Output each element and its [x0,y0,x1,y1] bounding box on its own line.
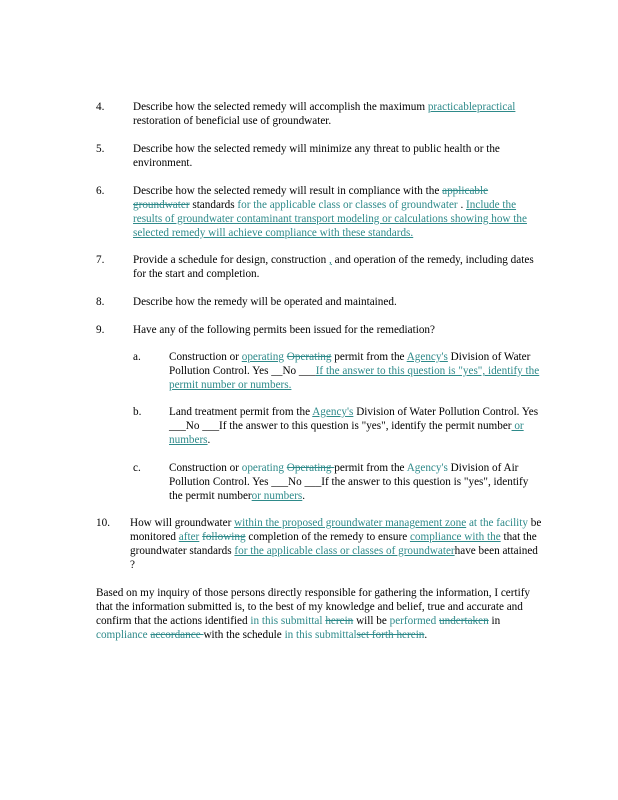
text-run: Based on my inquiry of those persons directly responsible for gathering the information, I certify that the information submitted is, to the best of my knowledge and belief, true and accurate and confirm that the actions identified [96,587,531,627]
text-run: Construction or [169,462,242,474]
deleted-text: following [202,530,246,543]
question-text [133,185,542,241]
question-10 [96,517,542,573]
changed-text: for the applicable class or classes of groundwater [237,198,458,211]
deleted-text: accordance [150,628,204,641]
text-run: Division of Air Pollution Control. Yes ___No ___If the answer to this question is "yes", identify the permit number [169,462,529,502]
text-run: . [424,628,428,641]
text-run: will be [353,614,390,627]
text-run: that the groundwater standards [130,530,537,557]
text-run: Have any of the following permits been issued for the remediation? [133,324,435,336]
question-5 [96,143,542,171]
text-run: . [457,198,467,211]
question-9c [133,462,542,504]
text-run: have been attained [454,544,538,557]
text-run: permit from the [331,351,407,363]
text-run: completion of the remedy to ensure [245,530,410,543]
text-run: Division of Water Pollution Control. Yes __No ___ [169,351,531,377]
text-run: . [302,489,306,502]
text-run: Describe how the remedy will be operated and maintained. [133,296,397,308]
sub-letter: a. [133,351,141,363]
question-text [133,254,542,282]
question-9a [133,351,542,393]
question-text [133,324,542,338]
sub-text [169,406,542,448]
question-number: 7. [96,254,105,266]
changed-text: at the facility [466,517,528,529]
inserted-text: or numbers [169,419,524,446]
question-text [133,143,542,171]
question-4 [96,101,542,129]
inserted-text: Include the results of groundwater contaminant transport modeling or calculations showing how the selected remedy will achieve compliance with these standards. [133,198,527,239]
text-run: Land treatment permit from the [169,406,313,418]
text-run: be monitored [130,517,542,543]
text-run: Provide a schedule for design, construction [133,254,330,266]
deleted-text: set forth herein [356,628,425,641]
changed-text: in this submittal [284,628,357,641]
inserted-text: for the applicable class or classes of groundwater [234,544,455,557]
text-run: . [207,433,211,446]
changed-text: operating [241,462,284,474]
changed-text: Agency's [406,462,448,474]
sub-text [169,351,542,393]
question-number: 6. [96,185,105,197]
question-number: 10. [96,517,110,529]
inserted-text: operating [241,351,284,363]
question-number: 4. [96,101,105,113]
deleted-text: herein [325,614,354,627]
text-run: restoration of beneficial use of groundwater. [133,114,332,127]
changed-text: performed [389,614,437,627]
deleted-text: Operating [286,351,332,363]
inserted-text: compliance with the [409,530,501,543]
inserted-text: practicablepractical [427,101,516,113]
text-run: and operation of the remedy, including dates for the start and completion. [133,254,534,280]
sub-letter: b. [133,406,142,418]
question-6 [96,185,542,241]
text-run: standards [189,198,238,211]
text-run: ? [130,558,135,571]
text-run: with the schedule [203,628,285,641]
deleted-text: applicable groundwater [133,185,489,211]
text-run: Describe how the selected remedy will minimize any threat to public health or the environment. [133,143,500,169]
question-text [133,101,542,129]
question-9b [133,406,542,448]
text-run: Describe how the selected remedy will result in compliance with the [133,185,443,197]
certification-statement [96,587,542,643]
question-8 [96,296,542,310]
text-run: permit from the [334,462,407,474]
deleted-text: undertaken [439,614,489,627]
inserted-text: Agency's [312,406,354,418]
question-number: 5. [96,143,105,155]
deleted-text: Operating [286,462,335,474]
text-run: Division of Water Pollution Control. Yes ___No ___If the answer to this question is "yes", identify the permit number [169,406,539,432]
sub-text [169,462,542,504]
question-number: 9. [96,324,105,336]
inserted-text: within the proposed groundwater management zone [234,517,467,529]
question-text [130,517,542,573]
text-run: Construction or [169,351,242,363]
text-run: Describe how the selected remedy will accomplish the maximum [133,101,428,113]
question-9 [96,324,542,338]
question-7 [96,254,542,282]
inserted-text: , [329,254,332,266]
question-text [133,296,542,310]
text-run: How will groundwater [130,517,235,529]
inserted-text: or numbers [251,489,303,502]
sub-letter: c. [133,462,141,474]
changed-text: compliance [96,628,148,641]
text-run: in [488,614,501,627]
changed-text: in this submittal [250,614,323,627]
question-number: 8. [96,296,105,308]
inserted-text: Agency's [406,351,448,363]
inserted-text: If the answer to this question is "yes", identify the permit number or numbers. [169,364,540,391]
inserted-text: after [178,530,200,543]
